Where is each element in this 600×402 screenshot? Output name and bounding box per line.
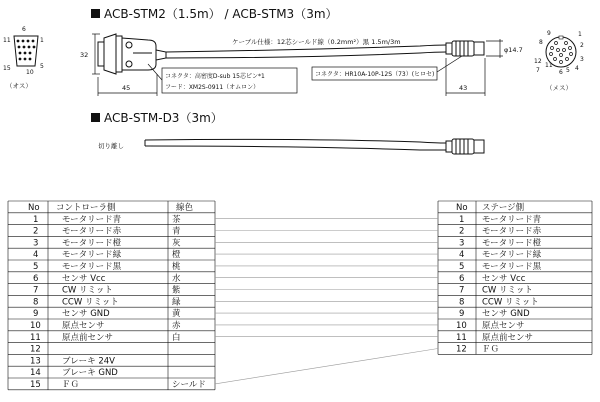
table-cell: ブレーキ 24V [62, 356, 115, 367]
dim-diameter [486, 39, 503, 58]
left-connector-note: コネクタ：高密度D-sub 15芯ピン*1 [165, 73, 265, 80]
table-cell: 12 [456, 344, 467, 355]
table-cell: 4 [33, 250, 39, 261]
stage-pin-table [438, 201, 592, 355]
table-cell: 黄 [172, 309, 181, 320]
heading-bullet [91, 113, 100, 122]
table-cell: モータリード橙 [62, 238, 122, 249]
svg-text:9: 9 [547, 30, 551, 37]
table-cell: 4 [459, 250, 465, 261]
circular-caption: （メス） [546, 84, 572, 92]
svg-text:1: 1 [40, 37, 44, 44]
svg-text:2: 2 [580, 42, 584, 49]
table-cell: センサ GND [482, 309, 530, 320]
table-cell: モータリード緑 [482, 250, 542, 261]
table-cell: 原点前センサ [482, 332, 534, 343]
dim-left-label: 45 [122, 84, 131, 92]
table-cell: モータリード青 [482, 214, 542, 225]
table-cell: 10 [456, 321, 467, 331]
table-cell: 5 [33, 262, 39, 272]
dsub-face [3, 26, 44, 90]
table-cell: モータリード黒 [482, 262, 542, 272]
svg-text:1: 1 [578, 31, 582, 38]
table-cell: 7 [33, 285, 39, 296]
table-cell: 8 [33, 297, 39, 308]
table-cell: 6 [459, 273, 465, 284]
table-cell: モータリード橙 [482, 238, 542, 249]
table-cell: ＦＧ [482, 344, 500, 355]
table-cell: 2 [459, 226, 465, 237]
table-cell: 12 [30, 344, 41, 355]
table-cell: 11 [456, 332, 467, 343]
table-cell: CW リミット [482, 285, 533, 296]
dim-right-label: 43 [459, 84, 468, 92]
table-cell: センサ Vcc [482, 273, 526, 284]
table-cell: 青 [172, 226, 181, 237]
table-cell: CCW リミット [62, 297, 119, 308]
svg-text:11: 11 [545, 62, 553, 69]
table-cell: 9 [33, 309, 39, 320]
table-header: No [456, 203, 468, 213]
table-cell: ブレーキ GND [62, 368, 118, 379]
heading-d3: ACB-STM-D3（3m） [104, 111, 223, 125]
cut-label: 切り離し [98, 142, 124, 150]
table-cell: 13 [30, 356, 41, 367]
table-cell: 橙 [172, 250, 181, 261]
table-cell: 水 [172, 273, 181, 284]
table-cell: 15 [30, 380, 41, 390]
table-cell: モータリード黒 [62, 262, 122, 272]
table-cell: 茶 [172, 214, 181, 225]
svg-text:10: 10 [26, 69, 34, 76]
table-cell: 9 [459, 309, 465, 320]
table-cell: モータリード赤 [62, 226, 122, 237]
table-cell: 8 [459, 297, 465, 308]
dsub-caption: （オス） [6, 82, 32, 90]
table-cell: 5 [459, 262, 465, 272]
controller-pin-table [8, 201, 215, 390]
table-cell: 3 [459, 238, 465, 249]
svg-text:6: 6 [22, 26, 26, 33]
table-cell: 11 [30, 332, 41, 343]
wire-connections [215, 219, 438, 384]
table-cell: モータリード緑 [62, 250, 122, 261]
svg-text:4: 4 [575, 65, 579, 72]
table-cell: ＦＧ [62, 380, 80, 390]
circular-face [534, 30, 584, 92]
table-cell: 2 [33, 226, 39, 237]
heading-bullet [91, 9, 100, 18]
table-header: 線色 [176, 203, 194, 213]
dim-diameter-label: φ14.7 [504, 46, 523, 54]
cable-spec: ケーブル仕様：12芯シールド線（0.2mm²）黒 1.5m/3m [232, 38, 401, 46]
svg-text:5: 5 [566, 67, 570, 74]
table-cell: モータリード青 [62, 214, 122, 225]
cut-cable [145, 139, 484, 154]
dim-height-label: 32 [80, 51, 89, 59]
table-cell: 1 [459, 214, 465, 225]
svg-text:11: 11 [3, 37, 11, 44]
table-cell: 白 [172, 332, 181, 343]
table-cell: CW リミット [62, 285, 113, 296]
dim-height [92, 34, 100, 74]
svg-text:7: 7 [536, 67, 540, 74]
table-cell: センサ Vcc [62, 273, 106, 284]
table-cell: 3 [33, 238, 39, 249]
svg-text:12: 12 [534, 58, 542, 65]
svg-text:5: 5 [40, 63, 44, 70]
table-header: ステージ側 [482, 203, 525, 213]
table-cell: モータリード赤 [482, 226, 542, 237]
svg-text:15: 15 [3, 65, 11, 72]
table-header: コントローラ側 [56, 203, 116, 213]
svg-text:3: 3 [580, 56, 584, 63]
table-header: No [28, 203, 40, 213]
table-cell: センサ GND [62, 309, 110, 320]
table-cell: 赤 [172, 321, 181, 331]
svg-text:8: 8 [539, 39, 543, 46]
right-connector-note: コネクタ：HR10A-10P-12S（73）(ヒロセ) [315, 71, 435, 78]
table-cell: 1 [33, 214, 39, 225]
table-cell: 7 [459, 285, 465, 296]
table-cell: 桃 [172, 262, 181, 272]
table-cell: 灰 [172, 238, 181, 249]
table-cell: CCW リミット [482, 297, 539, 308]
table-cell: 原点センサ [482, 321, 525, 331]
table-cell: 14 [30, 368, 41, 379]
left-hood-note: フード：XM2S-0911（オムロン） [165, 84, 260, 91]
table-cell: 緑 [172, 297, 181, 308]
table-cell: 原点前センサ [62, 332, 114, 343]
svg-text:6: 6 [559, 69, 563, 76]
wire-line-fg [215, 349, 438, 384]
table-cell: シールド [172, 380, 206, 390]
heading-stm2: ACB-STM2（1.5m） / ACB-STM3（3m） [104, 7, 338, 21]
table-cell: 紫 [172, 285, 181, 296]
table-cell: 10 [30, 321, 41, 331]
table-cell: 6 [33, 273, 39, 284]
table-cell: 原点センサ [62, 321, 105, 331]
